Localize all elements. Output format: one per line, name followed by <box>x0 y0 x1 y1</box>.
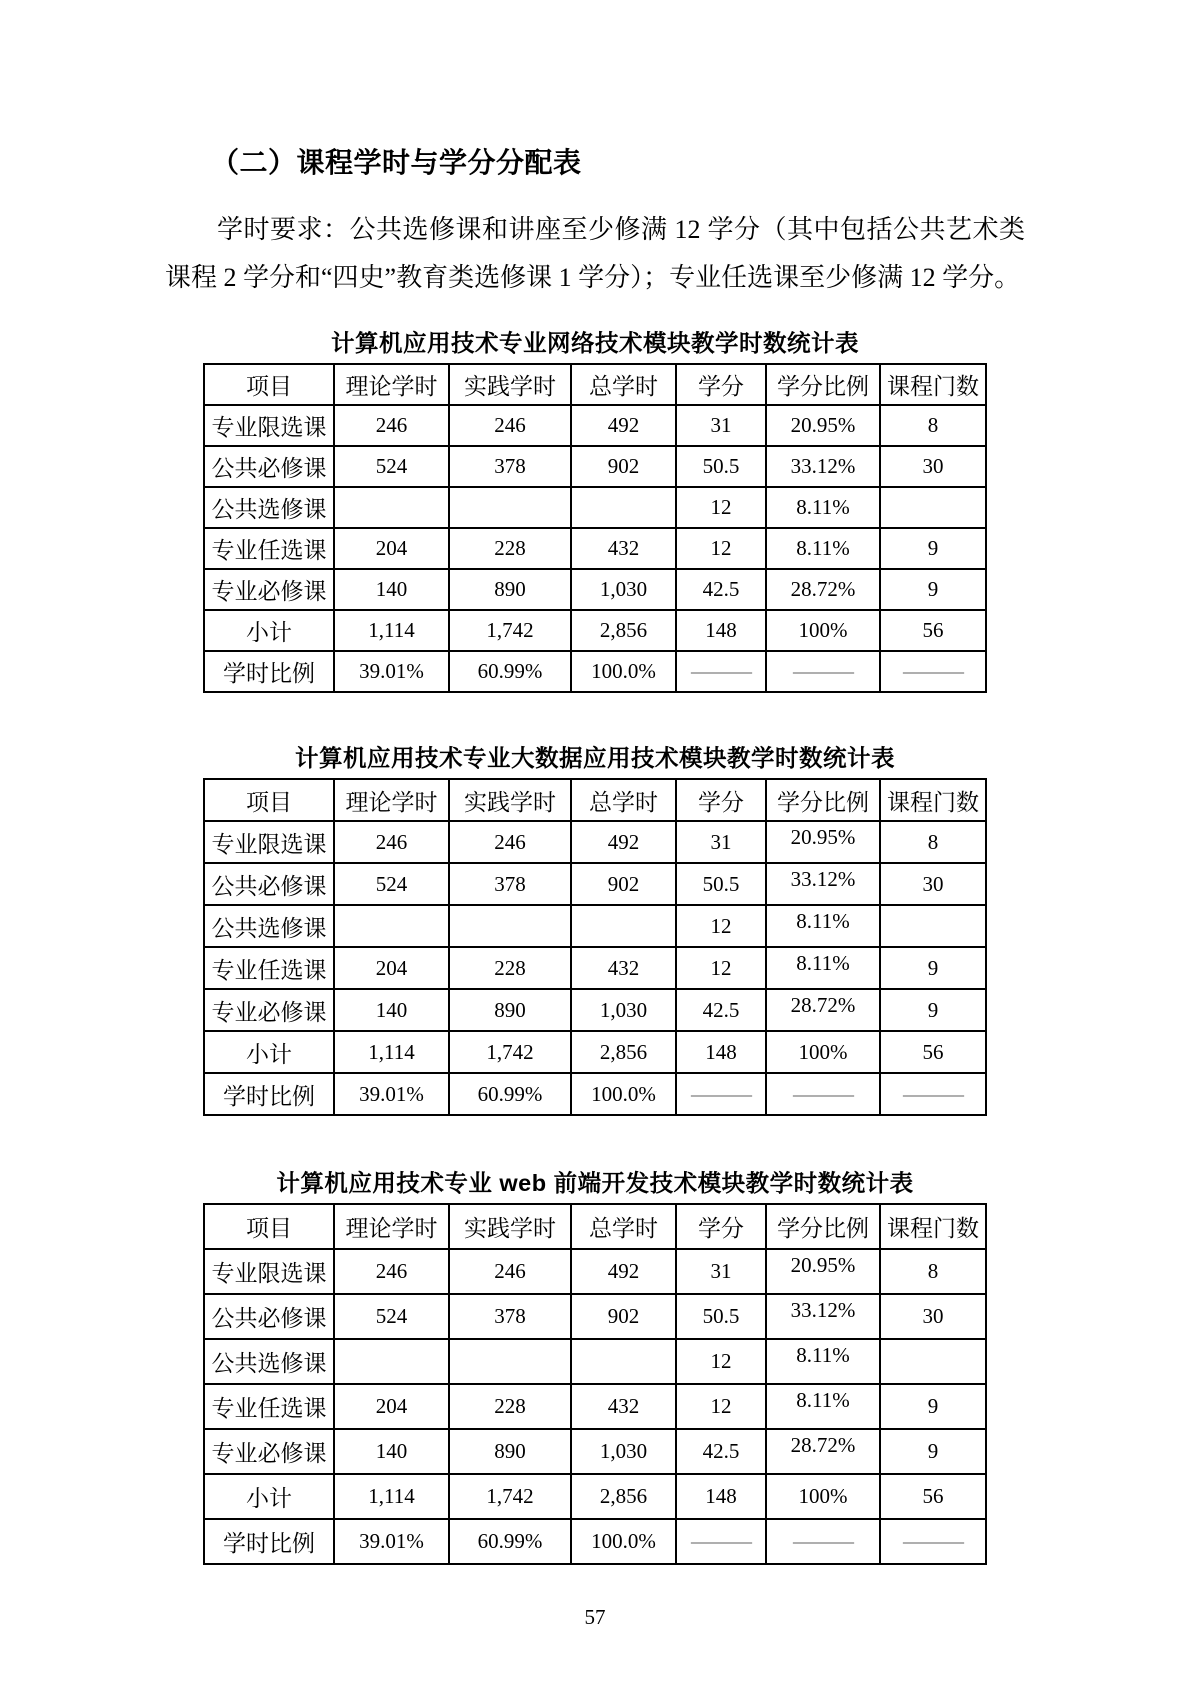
cell: 228 <box>449 1384 571 1429</box>
header-cell: 学分比例 <box>766 364 880 405</box>
table-row-subtotal <box>204 1031 986 1073</box>
table-row <box>204 446 986 487</box>
cell: 1,114 <box>334 1474 449 1519</box>
cell: 9 <box>880 1384 986 1429</box>
cell: 12 <box>676 487 766 528</box>
cell: 33.12% <box>766 446 880 487</box>
cell: 60.99% <box>449 1519 571 1564</box>
cell: 492 <box>571 1249 676 1294</box>
cell: 12 <box>676 905 766 947</box>
cell: 20.95% <box>766 405 880 446</box>
cell: 2,856 <box>571 1031 676 1073</box>
cell: 56 <box>880 610 986 651</box>
header-cell: 课程门数 <box>880 779 986 821</box>
cell: 9 <box>880 989 986 1031</box>
cell: 1,114 <box>334 1031 449 1073</box>
cell: 50.5 <box>676 1294 766 1339</box>
table-webfrontend <box>203 1203 987 1565</box>
row-label: 专业限选课 <box>204 1249 334 1294</box>
cell: 60.99% <box>449 1073 571 1115</box>
cell: 524 <box>334 1294 449 1339</box>
table-header-row <box>204 1204 986 1249</box>
row-label: 专业限选课 <box>204 405 334 446</box>
cell: 246 <box>449 405 571 446</box>
table-row <box>204 989 986 1031</box>
cell: 100.0% <box>571 1519 676 1564</box>
cell: 140 <box>334 989 449 1031</box>
cell: 8 <box>880 821 986 863</box>
cell: 432 <box>571 947 676 989</box>
table-row-subtotal <box>204 1474 986 1519</box>
cell: 31 <box>676 821 766 863</box>
table-title-webfrontend: 计算机应用技术专业 web 前端开发技术模块教学时数统计表 <box>276 1170 914 1196</box>
cell: 12 <box>676 1339 766 1384</box>
cell: 228 <box>449 947 571 989</box>
header-cell: 课程门数 <box>880 364 986 405</box>
cell: 890 <box>449 989 571 1031</box>
cell: 28.72% <box>766 989 880 1031</box>
row-label: 公共选修课 <box>204 905 334 947</box>
cell: 8.11% <box>766 1384 880 1429</box>
table-row <box>204 1384 986 1429</box>
dash-cell: ——— <box>880 651 986 692</box>
row-label: 小计 <box>204 610 334 651</box>
cell <box>571 1339 676 1384</box>
header-cell: 学分比例 <box>766 1204 880 1249</box>
cell: 2,856 <box>571 1474 676 1519</box>
cell: 228 <box>449 528 571 569</box>
cell: 39.01% <box>334 1519 449 1564</box>
cell: 8.11% <box>766 905 880 947</box>
header-cell: 实践学时 <box>449 779 571 821</box>
cell: 9 <box>880 1429 986 1474</box>
cell <box>334 905 449 947</box>
cell: 12 <box>676 528 766 569</box>
row-label: 公共选修课 <box>204 487 334 528</box>
cell: 1,030 <box>571 569 676 610</box>
cell <box>334 1339 449 1384</box>
cell: 9 <box>880 569 986 610</box>
row-label: 专业限选课 <box>204 821 334 863</box>
cell: 1,114 <box>334 610 449 651</box>
cell: 902 <box>571 1294 676 1339</box>
cell <box>571 905 676 947</box>
table-row <box>204 863 986 905</box>
table-row <box>204 528 986 569</box>
row-label: 公共必修课 <box>204 1294 334 1339</box>
header-cell: 项目 <box>204 1204 334 1249</box>
cell: 31 <box>676 1249 766 1294</box>
cell: 33.12% <box>766 863 880 905</box>
row-label: 公共必修课 <box>204 863 334 905</box>
cell: 378 <box>449 446 571 487</box>
header-cell: 学分比例 <box>766 779 880 821</box>
header-cell: 实践学时 <box>449 364 571 405</box>
cell: 140 <box>334 1429 449 1474</box>
cell: 204 <box>334 528 449 569</box>
cell: 246 <box>334 821 449 863</box>
cell: 28.72% <box>766 1429 880 1474</box>
row-label: 专业任选课 <box>204 1384 334 1429</box>
section-heading: （二）课程学时与学分分配表 <box>211 147 582 178</box>
cell: 100% <box>766 610 880 651</box>
cell: 1,742 <box>449 1474 571 1519</box>
table-title-network: 计算机应用技术专业网络技术模块教学时数统计表 <box>331 330 859 356</box>
cell: 492 <box>571 405 676 446</box>
cell: 56 <box>880 1474 986 1519</box>
table-title-bigdata: 计算机应用技术专业大数据应用技术模块教学时数统计表 <box>295 745 895 771</box>
row-label: 小计 <box>204 1031 334 1073</box>
cell: 378 <box>449 1294 571 1339</box>
row-label: 专业必修课 <box>204 989 334 1031</box>
cell: 246 <box>334 405 449 446</box>
cell: 12 <box>676 947 766 989</box>
row-label: 小计 <box>204 1474 334 1519</box>
cell: 2,856 <box>571 610 676 651</box>
row-label: 学时比例 <box>204 1073 334 1115</box>
cell <box>880 487 986 528</box>
cell: 9 <box>880 947 986 989</box>
cell: 30 <box>880 863 986 905</box>
cell: 100.0% <box>571 1073 676 1115</box>
header-cell: 学分 <box>676 364 766 405</box>
table-header-row <box>204 364 986 405</box>
row-label: 专业必修课 <box>204 569 334 610</box>
header-cell: 总学时 <box>571 364 676 405</box>
row-label: 专业必修课 <box>204 1429 334 1474</box>
cell: 140 <box>334 569 449 610</box>
cell: 31 <box>676 405 766 446</box>
header-cell: 项目 <box>204 364 334 405</box>
header-cell: 总学时 <box>571 1204 676 1249</box>
cell <box>449 905 571 947</box>
table-row <box>204 821 986 863</box>
dash-cell: ——— <box>766 1519 880 1564</box>
cell: 33.12% <box>766 1294 880 1339</box>
cell: 1,742 <box>449 610 571 651</box>
dash-cell: ——— <box>880 1073 986 1115</box>
cell: 100% <box>766 1474 880 1519</box>
cell: 12 <box>676 1384 766 1429</box>
table-header-row <box>204 779 986 821</box>
cell: 524 <box>334 863 449 905</box>
cell: 60.99% <box>449 651 571 692</box>
cell: 100% <box>766 1031 880 1073</box>
cell: 148 <box>676 610 766 651</box>
row-label: 公共选修课 <box>204 1339 334 1384</box>
cell: 56 <box>880 1031 986 1073</box>
table-row <box>204 1339 986 1384</box>
cell: 492 <box>571 821 676 863</box>
cell: 20.95% <box>766 1249 880 1294</box>
cell: 148 <box>676 1031 766 1073</box>
dash-cell: ——— <box>766 1073 880 1115</box>
dash-cell: ——— <box>676 1073 766 1115</box>
cell: 30 <box>880 446 986 487</box>
cell: 1,030 <box>571 1429 676 1474</box>
cell: 42.5 <box>676 569 766 610</box>
cell: 148 <box>676 1474 766 1519</box>
row-label: 专业任选课 <box>204 528 334 569</box>
header-cell: 理论学时 <box>334 779 449 821</box>
cell <box>334 487 449 528</box>
row-label: 公共必修课 <box>204 446 334 487</box>
table-row <box>204 1429 986 1474</box>
header-cell: 课程门数 <box>880 1204 986 1249</box>
cell: 8.11% <box>766 1339 880 1384</box>
cell: 30 <box>880 1294 986 1339</box>
table-row-hour-ratio <box>204 1073 986 1115</box>
cell <box>880 905 986 947</box>
table-row <box>204 947 986 989</box>
header-cell: 学分 <box>676 779 766 821</box>
table-row <box>204 487 986 528</box>
table-row-subtotal <box>204 610 986 651</box>
row-label: 专业任选课 <box>204 947 334 989</box>
cell: 9 <box>880 528 986 569</box>
cell <box>449 487 571 528</box>
cell: 42.5 <box>676 989 766 1031</box>
header-cell: 学分 <box>676 1204 766 1249</box>
cell: 1,030 <box>571 989 676 1031</box>
cell <box>880 1339 986 1384</box>
cell: 246 <box>334 1249 449 1294</box>
cell: 8 <box>880 405 986 446</box>
cell: 246 <box>449 821 571 863</box>
cell: 432 <box>571 528 676 569</box>
requirements-paragraph: 学时要求：公共选修课和讲座至少修满 12 学分（其中包括公共艺术类课程 2 学分和“四史”教育类选修课 1 学分）；专业任选课至少修满 12 学分。 <box>165 215 1025 292</box>
row-label: 学时比例 <box>204 651 334 692</box>
cell: 378 <box>449 863 571 905</box>
page-number: 57 <box>584 1605 606 1629</box>
cell: 100.0% <box>571 651 676 692</box>
table-row <box>204 569 986 610</box>
header-cell: 理论学时 <box>334 1204 449 1249</box>
header-cell: 理论学时 <box>334 364 449 405</box>
cell: 39.01% <box>334 651 449 692</box>
header-cell: 实践学时 <box>449 1204 571 1249</box>
cell: 1,742 <box>449 1031 571 1073</box>
cell: 902 <box>571 863 676 905</box>
cell: 28.72% <box>766 569 880 610</box>
cell <box>571 487 676 528</box>
cell: 204 <box>334 1384 449 1429</box>
cell: 8 <box>880 1249 986 1294</box>
dash-cell: ——— <box>676 1519 766 1564</box>
cell: 902 <box>571 446 676 487</box>
cell: 890 <box>449 1429 571 1474</box>
cell: 50.5 <box>676 863 766 905</box>
table-row <box>204 1294 986 1339</box>
table-bigdata <box>203 778 987 1116</box>
cell: 39.01% <box>334 1073 449 1115</box>
cell: 246 <box>449 1249 571 1294</box>
cell: 8.11% <box>766 947 880 989</box>
cell: 42.5 <box>676 1429 766 1474</box>
cell: 890 <box>449 569 571 610</box>
cell: 524 <box>334 446 449 487</box>
cell: 432 <box>571 1384 676 1429</box>
table-row <box>204 1249 986 1294</box>
cell: 204 <box>334 947 449 989</box>
table-network <box>203 363 987 693</box>
cell: 20.95% <box>766 821 880 863</box>
cell: 50.5 <box>676 446 766 487</box>
row-label: 学时比例 <box>204 1519 334 1564</box>
header-cell: 项目 <box>204 779 334 821</box>
cell: 8.11% <box>766 487 880 528</box>
table-row <box>204 905 986 947</box>
dash-cell: ——— <box>766 651 880 692</box>
cell: 8.11% <box>766 528 880 569</box>
dash-cell: ——— <box>880 1519 986 1564</box>
table-row <box>204 405 986 446</box>
table-row-hour-ratio <box>204 651 986 692</box>
table-row-hour-ratio <box>204 1519 986 1564</box>
header-cell: 总学时 <box>571 779 676 821</box>
cell <box>449 1339 571 1384</box>
dash-cell: ——— <box>676 651 766 692</box>
